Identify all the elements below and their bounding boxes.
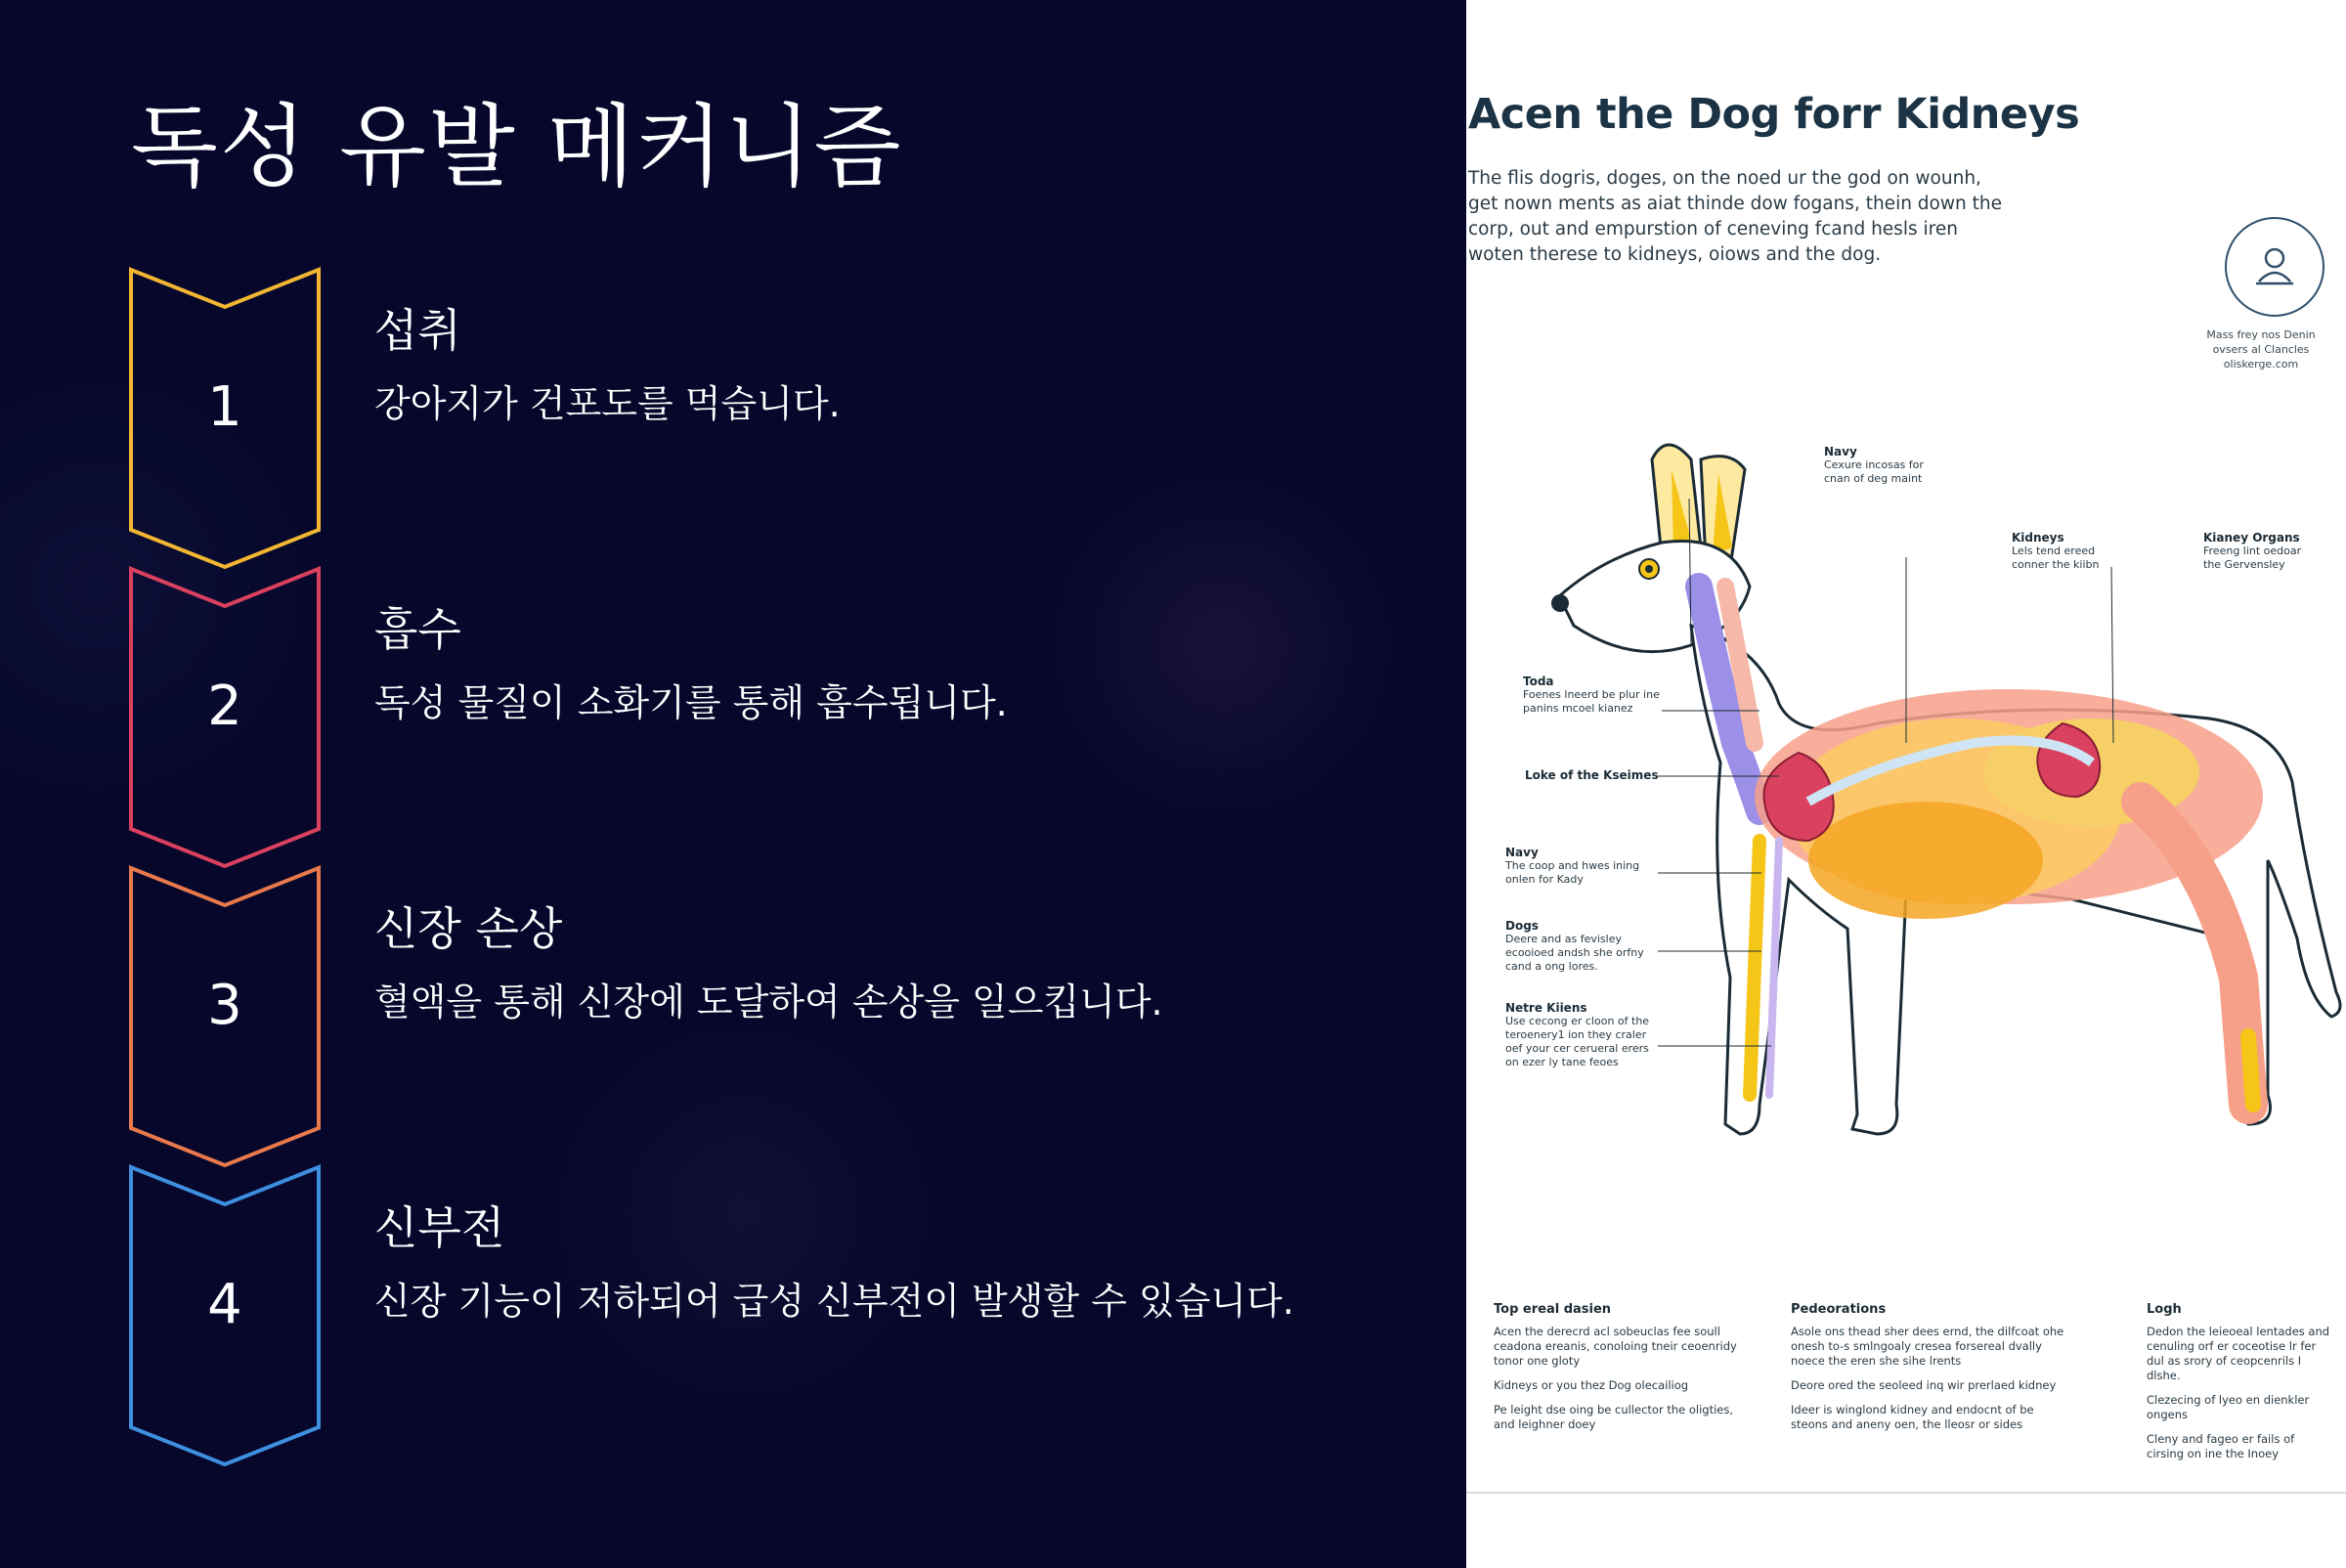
step-3 bbox=[127, 864, 1398, 1167]
footer-heading: Top ereal dasien bbox=[1494, 1302, 1612, 1317]
label-title: Kidneys bbox=[2012, 531, 2064, 544]
label-title: Dogs bbox=[1505, 919, 1539, 933]
label-navy-top bbox=[1824, 445, 1941, 486]
label-text: Freeng lint oedoar the Gervensley bbox=[2203, 544, 2302, 571]
label-text: Use cecong er cloon of the teroenery1 ion they craler oef your cer cerueral erers on ezer ly tane feoes bbox=[1505, 1015, 1650, 1068]
label-kidney-organs bbox=[2203, 531, 2321, 572]
dog-anatomy-illustration bbox=[1466, 0, 2346, 1173]
footer-text: Clezecing of lyeo en dienkler ongens bbox=[2147, 1393, 2310, 1421]
label-text: Foenes lneerd be plur ine panins mcoel kianez bbox=[1523, 688, 1660, 715]
label-text: Cexure incosas for cnan of deg maint bbox=[1824, 458, 1924, 485]
footer-column-2 bbox=[1791, 1302, 2074, 1432]
footer-text: Kidneys or you thez Dog olecailiog bbox=[1494, 1378, 1689, 1392]
footer-column-1 bbox=[1494, 1302, 1748, 1432]
step-4-number: 4 bbox=[207, 1273, 242, 1336]
label-loke bbox=[1525, 768, 1672, 782]
step-3-title: 신장 손상 bbox=[374, 902, 563, 955]
footer-text: Cleny and fageo er fails of cirsing on ine the Inoey bbox=[2147, 1432, 2295, 1460]
step-2 bbox=[127, 565, 1398, 868]
label-title: Navy bbox=[1824, 445, 1857, 458]
infographic-title: Acen the Dog forr Kidneys bbox=[1468, 90, 2080, 139]
label-text: Lels tend ereed conner the kiibn bbox=[2012, 544, 2100, 571]
label-title: Kianey Organs bbox=[2203, 531, 2300, 544]
footer-text: Dedon the leieoeal lentades and cenuling orf er coceotise lr fer dul as srory of ceopcenrils I dlshe. bbox=[2147, 1325, 2330, 1382]
footer-column-3 bbox=[2147, 1302, 2332, 1461]
footer-heading: Pedeorations bbox=[1791, 1302, 1887, 1317]
label-text: The coop and hwes ining onlen for Kady bbox=[1505, 859, 1640, 886]
label-title: Navy bbox=[1505, 846, 1539, 859]
footer-text: Asole ons thead sher dees ernd, the dilfcoat ohe onesh to-s smlngoaly cresea forsereal dvally noece the eren she sihe lrents bbox=[1791, 1325, 2064, 1368]
footer-heading: Logh bbox=[2147, 1302, 2182, 1317]
step-2-number: 2 bbox=[207, 675, 242, 738]
dog-kidney-infographic bbox=[1466, 0, 2346, 1568]
step-3-number: 3 bbox=[207, 974, 242, 1037]
step-1-description: 강아지가 건포도를 먹습니다. bbox=[374, 382, 841, 425]
footer-text: Deore ored the seoleed inq wir prerlaed kidney bbox=[1791, 1378, 2057, 1392]
infographic-intro: The flis dogris, doges, on the noed ur the god on wounh, get nown ments as aiat thinde dow fogans, thein down the corp, out and empurstion of ceneving fcand hesls iren woten therese to kidneys, oiows and the dog. bbox=[1468, 168, 2002, 265]
step-2-title: 흡수 bbox=[374, 603, 461, 656]
label-title: Toda bbox=[1523, 675, 1554, 688]
step-4 bbox=[127, 1163, 1398, 1466]
label-dogs bbox=[1505, 919, 1647, 974]
footer-divider bbox=[1466, 1492, 2346, 1494]
step-1 bbox=[127, 266, 1398, 569]
page-title: 독성 유발 메커니즘 bbox=[131, 95, 903, 199]
label-toda bbox=[1523, 675, 1660, 716]
step-3-description: 혈액을 통해 신장에 도달하여 손상을 일으킵니다. bbox=[374, 980, 1163, 1024]
label-title: Netre Kiiens bbox=[1505, 1001, 1587, 1015]
step-4-description: 신장 기능이 저하되어 급성 신부전이 발생할 수 있습니다. bbox=[374, 1280, 1294, 1323]
step-1-title: 섭취 bbox=[374, 304, 461, 357]
label-text: Deere and as fevisley ecooioed andsh she orfny cand a ong lores. bbox=[1505, 933, 1644, 973]
label-kidneys bbox=[2012, 531, 2109, 572]
step-1-number: 1 bbox=[207, 375, 242, 439]
label-navy-mid bbox=[1505, 846, 1642, 887]
step-2-description: 독성 물질이 소화기를 통해 흡수됩니다. bbox=[374, 681, 1008, 724]
corner-note: Mass frey nos Denin ovsers al Clancles oliskerge.com bbox=[2206, 328, 2316, 370]
step-4-title: 신부전 bbox=[374, 1201, 505, 1254]
footer-text: Ideer is winglond kidney and endocnt of be steons and aneny oen, the lleosr or sides bbox=[1791, 1403, 2034, 1431]
label-title: Loke of the Kseimes bbox=[1525, 768, 1659, 782]
label-netre-kiiens bbox=[1505, 1001, 1652, 1069]
footer-text: Acen the derecrd acl sobeuclas fee soull ceadona ereanis, conoloing tneir ceoenridy tonor one gloty bbox=[1494, 1325, 1737, 1368]
footer-text: Pe leight dse oing be cullector the oligties, and leighner doey bbox=[1494, 1403, 1734, 1431]
